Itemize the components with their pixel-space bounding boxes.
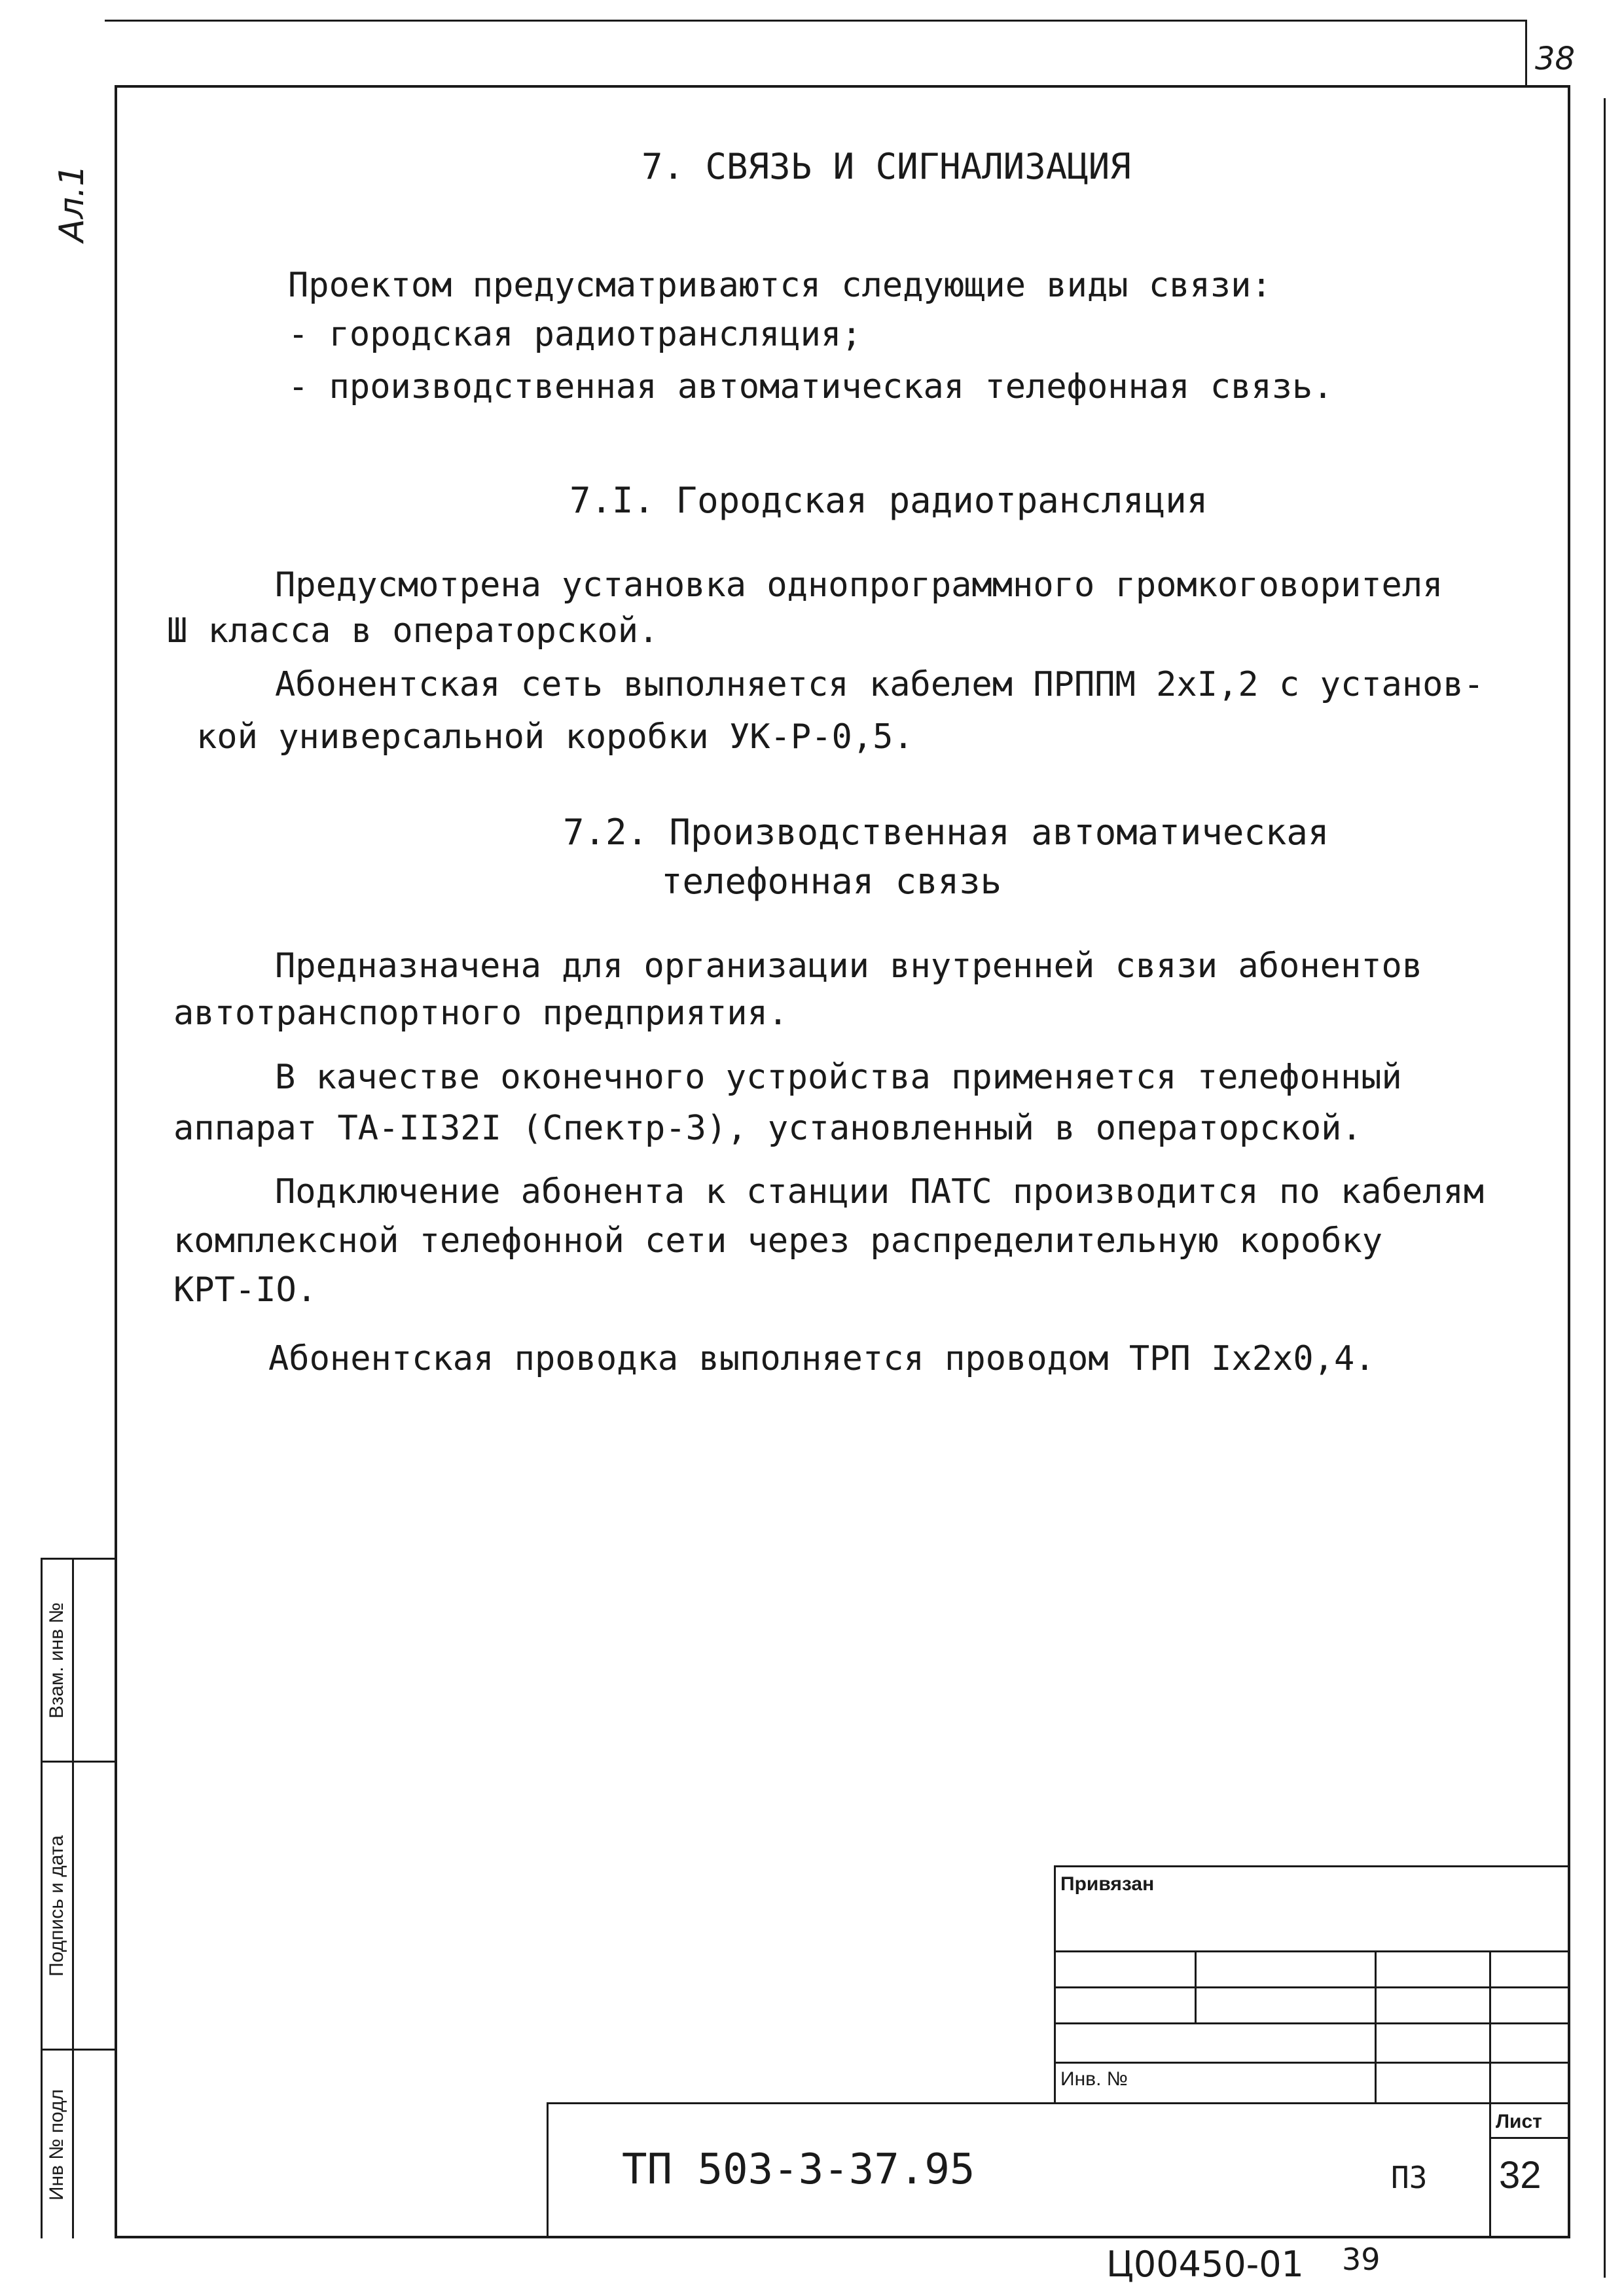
left-strip-h-3b [41, 2049, 73, 2051]
left-strip-inner [41, 1558, 43, 2238]
outer-right-edge [1604, 98, 1606, 2278]
frame-right [1568, 85, 1570, 2238]
side-note: Ал.1 [52, 164, 92, 242]
subsection-2-line-5: Подключение абонента к станции ПАТС производится по кабелям [275, 1172, 1485, 1211]
subsection-2-title-line-2: телефонная связь [661, 861, 1002, 902]
subsection-2-line-1: Предназначена для организации внутренней связи абонентов [275, 946, 1423, 986]
left-strip-label-1: Взам. инв № [46, 1602, 67, 1719]
subsection-1-line-4: кой универсальной коробки УК-Р-0,5. [196, 717, 914, 757]
stamp-v-1 [1195, 1950, 1197, 2024]
stamp-h-3 [1054, 2022, 1568, 2024]
intro-line-2: - городская радиотрансляция; [288, 315, 862, 354]
archive-number: Ц00450-01 [1106, 2244, 1304, 2285]
stamp-top [1054, 1865, 1568, 1867]
subsection-2-line-4: аппарат ТА-II32I (Спектр-3), установленный в операторской. [173, 1109, 1362, 1148]
subsection-2-line-2: автотранспортного предприятия. [173, 994, 789, 1033]
subsection-2-title-line-1: 7.2. Производственная автоматическая [563, 812, 1329, 853]
intro-line-1: Проектом предусматриваются следующие виды связи: [288, 266, 1272, 305]
sheet-box-left [1489, 2102, 1491, 2237]
stamp-v-3 [1489, 1950, 1491, 2104]
left-strip-h-1 [72, 1558, 117, 1560]
subsection-2-line-8: Абонентская проводка выполняется проводом ТРП Iх2х0,4. [268, 1339, 1375, 1378]
subsection-1-line-1: Предусмотрена установка однопрограммного громкоговорителя [275, 565, 1443, 605]
subsection-1-line-2: Ш класса в операторской. [167, 611, 659, 651]
title-block-top [547, 2102, 1568, 2104]
sheet-number: 32 [1499, 2154, 1542, 2197]
archive-sheet: 39 [1342, 2242, 1380, 2277]
section-title: 7. СВЯЗЬ И СИГНАЛИЗАЦИЯ [641, 146, 1131, 187]
stamp-h-1 [1054, 1950, 1568, 1952]
corner-box-left [1525, 20, 1527, 86]
left-strip-label-2: Подпись и дата [46, 1835, 67, 1977]
top-edge-line [105, 20, 1525, 22]
doc-code: ТП 503-3-37.95 [622, 2145, 975, 2194]
frame-top [115, 85, 1568, 88]
frame-bottom [115, 2236, 1570, 2238]
doc-type: ПЗ [1391, 2160, 1428, 2195]
left-strip-h-1b [41, 1558, 73, 1560]
subsection-1-line-3: Абонентская сеть выполняется кабелем ПРППМ 2хI,2 с установ- [275, 665, 1485, 704]
stamp-left [1054, 1865, 1056, 2104]
sheet-box-mid [1489, 2137, 1568, 2139]
stamp-inv-no: Инв. № [1060, 2068, 1128, 2090]
left-strip-h-2 [72, 1761, 117, 1763]
frame-left [115, 85, 117, 2238]
left-strip-label-3: Инв № подл [46, 2089, 67, 2201]
stamp-privyazan: Привязан [1060, 1873, 1155, 1895]
stamp-h-4 [1054, 2062, 1568, 2064]
left-strip-h-3 [72, 2049, 117, 2051]
subsection-1-title: 7.I. Городская радиотрансляция [569, 480, 1208, 521]
stamp-v-2 [1375, 1950, 1377, 2104]
subsection-2-line-3: В качестве оконечного устройства применяется телефонный [275, 1058, 1402, 1097]
intro-line-3: - производственная автоматическая телефонная связь. [288, 367, 1333, 406]
subsection-2-line-7: КРТ-IO. [173, 1270, 317, 1310]
stamp-h-2 [1054, 1986, 1568, 1988]
subsection-2-line-6: комплексной телефонной сети через распределительную коробку [173, 1221, 1383, 1261]
left-strip-outer [72, 1558, 74, 2238]
corner-page-number: 38 [1535, 41, 1576, 77]
left-strip-h-2b [41, 1761, 73, 1763]
sheet-label: Лист [1496, 2111, 1542, 2132]
title-block-left [547, 2102, 549, 2237]
